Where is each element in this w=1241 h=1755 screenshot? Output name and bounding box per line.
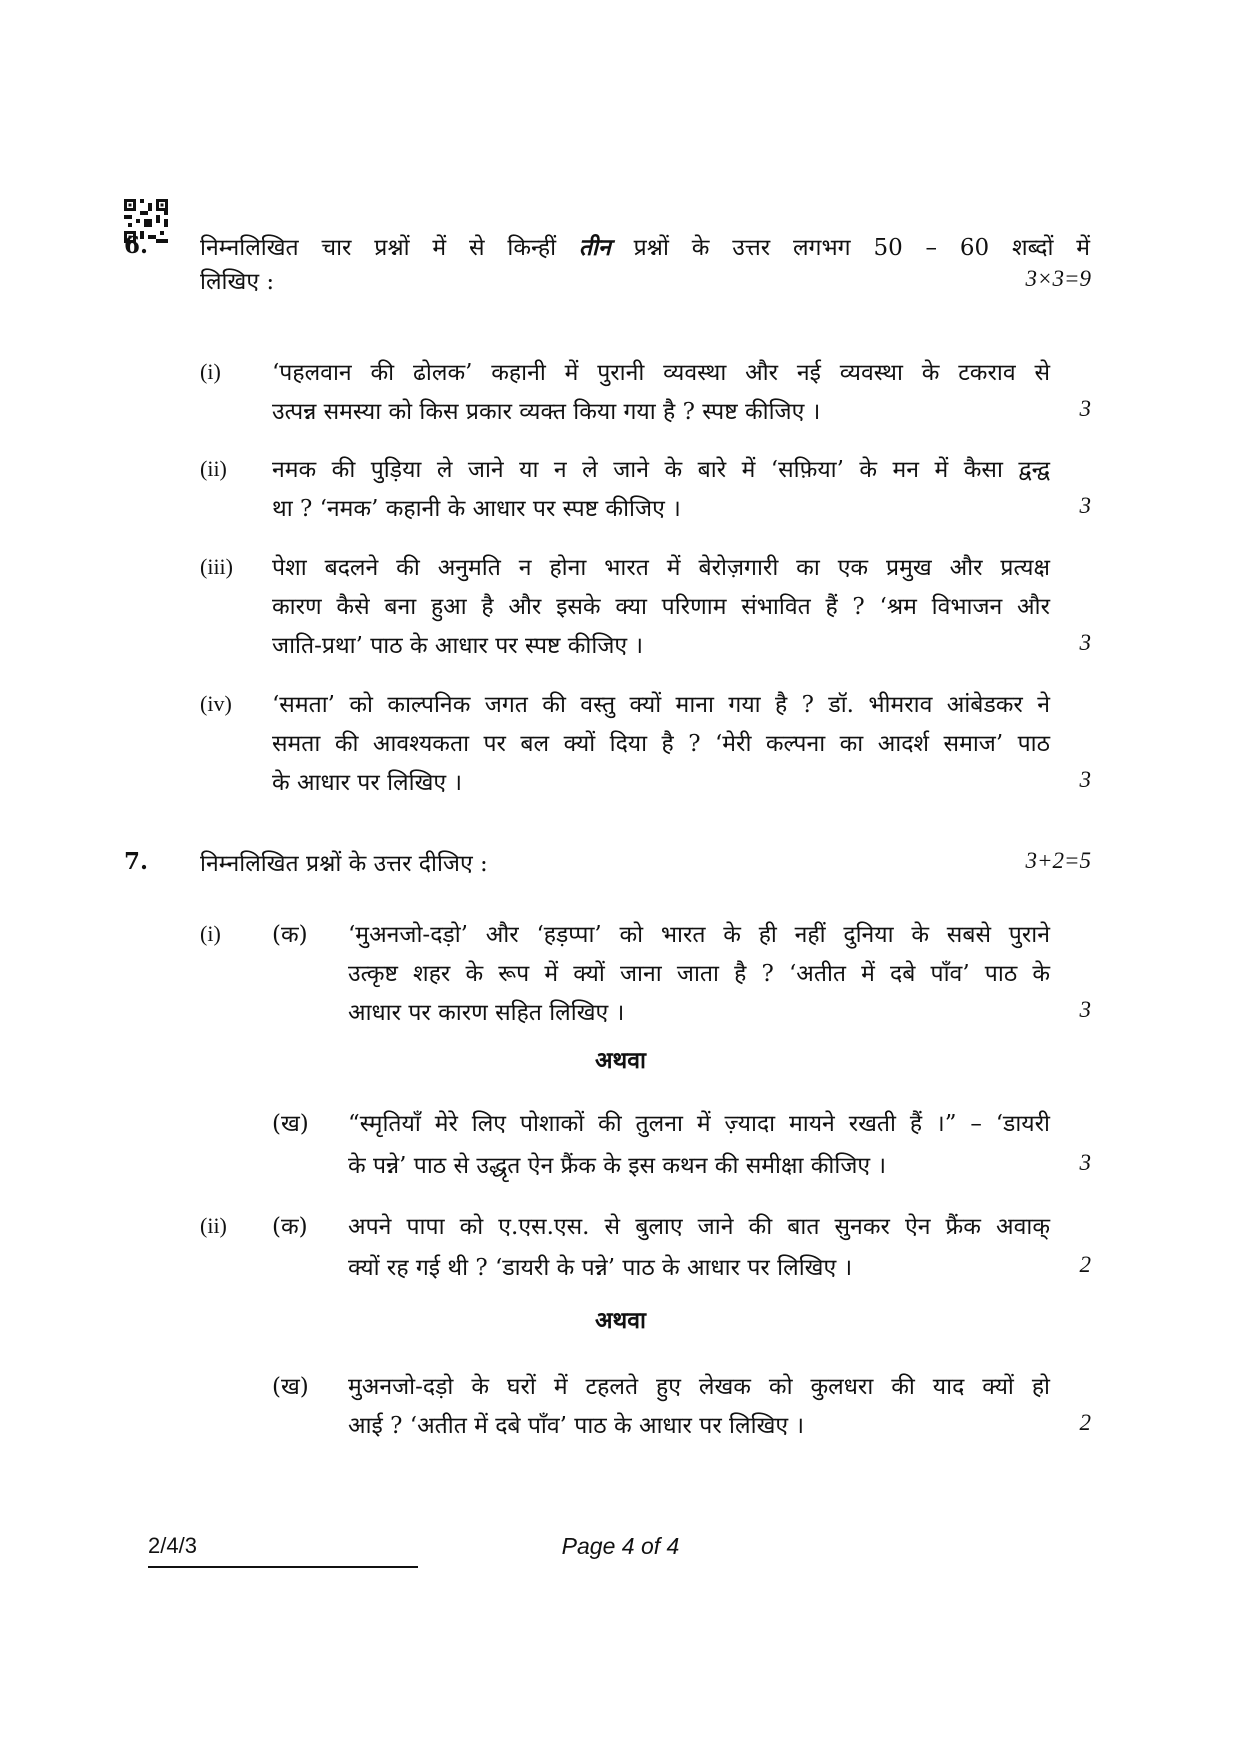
question-6-ii-label: (ii): [200, 456, 227, 481]
question-6-i-marks: 3: [1079, 396, 1091, 421]
question-7-i-kha-marks: 3: [1079, 1150, 1091, 1175]
question-6-iii-line-1: पेशा बदलने की अनुमति न होना भारत में बेरोज़गारी का एक प्रमुख और प्रत्यक्ष: [272, 555, 1050, 581]
question-6-instruction-line-1: [200, 230, 1090, 262]
question-7-number: 7.: [124, 848, 149, 875]
question-7-i-label: (i): [200, 921, 221, 946]
question-7-i-kha-line-1: “स्मृतियाँ मेरे लिए पोशाकों की तुलना में ज़्यादा मायने रखती हैं ।” – ‘डायरी: [348, 1111, 1050, 1137]
question-6-number: 6.: [124, 232, 149, 259]
question-6-ii-marks: 3: [1079, 493, 1091, 518]
question-7-marks: 3+2=5: [1025, 848, 1091, 873]
question-7-i-kha-label: (ख): [272, 1111, 309, 1137]
footer-rule: [148, 1566, 418, 1568]
question-6-iv-label: (iv): [200, 691, 232, 716]
question-6-iv-line-2: समता की आवश्यकता पर बल क्यों दिया है ? ‘मेरी कल्पना का आदर्श समाज’ पाठ: [272, 731, 1050, 757]
question-7-i-ka-line-3: आधार पर कारण सहित लिखिए ।: [348, 1000, 625, 1026]
question-6-i-label: (i): [200, 359, 221, 384]
question-7-i-ka-line-2: उत्कृष्ट शहर के रूप में क्यों जाना जाता है ? ‘अतीत में दबे पाँव’ पाठ के: [348, 961, 1050, 987]
question-6-iv-line-1: ‘समता’ को काल्पनिक जगत की वस्तु क्यों माना गया है ? डॉ. भीमराव आंबेडकर ने: [272, 692, 1050, 718]
question-7-ii-kha-marks: 2: [1079, 1410, 1091, 1435]
question-7-instruction: निम्नलिखित प्रश्नों के उत्तर दीजिए :: [200, 851, 488, 877]
paper-code: 2/4/3: [148, 1533, 197, 1558]
question-6-instruction-part-b: प्रश्नों के उत्तर लगभग 50 – 60 शब्दों में: [633, 235, 1091, 261]
question-6-iv-marks: 3: [1079, 767, 1091, 792]
question-6-iii-label: (iii): [200, 554, 233, 579]
question-6-instruction-part-a: निम्नलिखित चार प्रश्नों में से किन्हीं: [200, 235, 557, 261]
question-6-i-line-1: ‘पहलवान की ढोलक’ कहानी में पुरानी व्यवस्था और नई व्यवस्था के टकराव से: [272, 360, 1050, 386]
question-7-i-or-heading: अथवा: [594, 1047, 646, 1074]
question-7-ii-kha-line-1: मुअनजो-दड़ो के घरों में टहलते हुए लेखक को कुलधरा की याद क्यों हो: [348, 1374, 1050, 1400]
question-7-ii-ka-line-1: अपने पापा को ए.एस.एस. से बुलाए जाने की बात सुनकर ऐन फ्रैंक अवाक्: [348, 1214, 1050, 1240]
question-6-instruction-line-2: लिखिए :: [200, 269, 275, 295]
question-7-i-ka-line-1: ‘मुअनजो-दड़ो’ और ‘हड़प्पा’ को भारत के ही नहीं दुनिया के सबसे पुराने: [348, 922, 1050, 948]
question-6-iii-marks: 3: [1079, 630, 1091, 655]
question-7-ii-ka-line-2: क्यों रह गई थी ? ‘डायरी के पन्ने’ पाठ के आधार पर लिखिए ।: [348, 1255, 853, 1281]
question-6-instruction-emphasis: तीन: [578, 234, 611, 261]
question-7-ii-kha-label: (ख): [272, 1374, 309, 1400]
question-7-i-ka-marks: 3: [1079, 997, 1091, 1022]
question-6-ii-line-1: नमक की पुड़िया ले जाने या न ले जाने के बारे में ‘सफ़िया’ के मन में कैसा द्वन्द्व: [272, 457, 1050, 483]
question-7-ii-or-heading: अथवा: [594, 1307, 646, 1334]
question-6-marks: 3×3=9: [1025, 266, 1091, 291]
question-7-ii-ka-marks: 2: [1079, 1252, 1091, 1277]
question-7-ii-ka-label: (क): [272, 1214, 308, 1240]
question-6-iii-line-2: कारण कैसे बना हुआ है और इसके क्या परिणाम संभावित हैं ? ‘श्रम विभाजन और: [272, 594, 1050, 620]
question-6-iv-line-3: के आधार पर लिखिए ।: [272, 770, 463, 796]
question-7-ii-label: (ii): [200, 1213, 227, 1238]
page-number: Page 4 of 4: [561, 1533, 680, 1559]
question-7-i-kha-line-2: के पन्ने’ पाठ से उद्धृत ऐन फ्रैंक के इस कथन की समीक्षा कीजिए ।: [348, 1153, 887, 1179]
question-7-i-ka-label: (क): [272, 922, 308, 948]
question-7-ii-kha-line-2: आई ? ‘अतीत में दबे पाँव’ पाठ के आधार पर लिखिए ।: [348, 1413, 805, 1439]
question-6-i-line-2: उत्पन्न समस्या को किस प्रकार व्यक्त किया गया है ? स्पष्ट कीजिए ।: [272, 399, 821, 425]
question-6-iii-line-3: जाति-प्रथा’ पाठ के आधार पर स्पष्ट कीजिए ।: [272, 633, 644, 659]
question-6-ii-line-2: था ? ‘नमक’ कहानी के आधार पर स्पष्ट कीजिए ।: [272, 496, 681, 522]
